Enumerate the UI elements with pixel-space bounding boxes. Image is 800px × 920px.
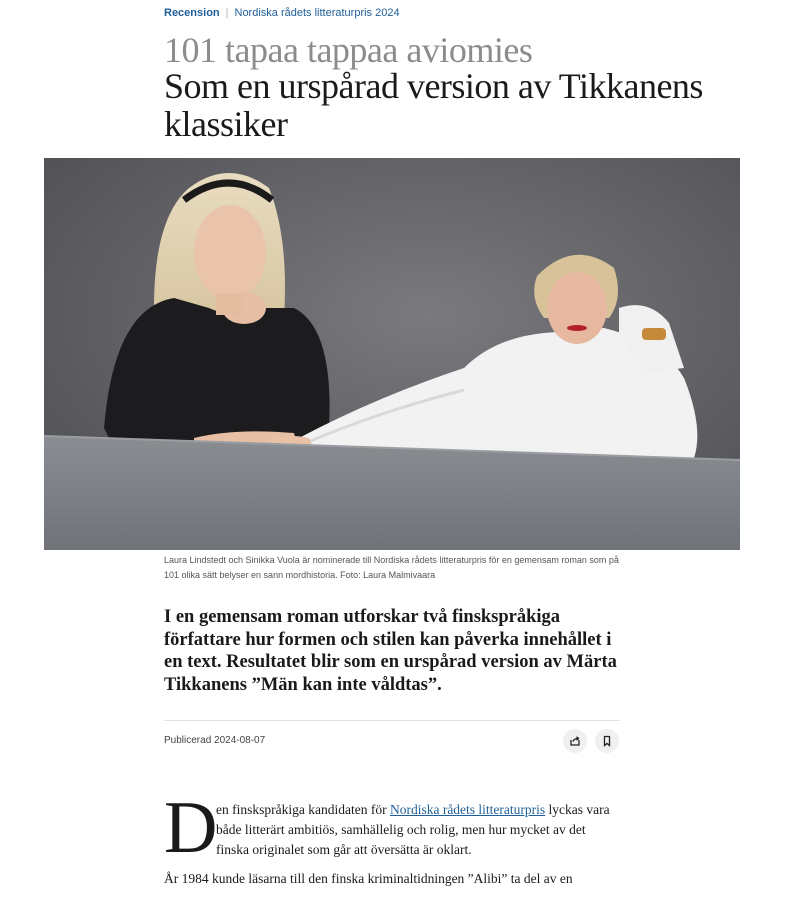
share-button[interactable] — [563, 729, 587, 753]
breadcrumb — [164, 7, 400, 19]
paragraph-text: lyckas vara både litterärt ambitiös, samhällelig och rolig, men hur mycket av det finska originalet som går att översätta är oklart. — [216, 802, 610, 857]
publish-date: Publicerad 2024-08-07 — [164, 735, 266, 746]
hero-photo — [44, 158, 740, 550]
article-lead: I en gemensam roman utforskar två finskspråkiga författare hur formen och stilen kan påverka innehållet i en text. Resultatet blir som en urspårad version av Märta Tikkanens ”Män kan inte våldtas”. — [164, 607, 617, 695]
article-kicker: 101 tapaa tappaa aviomies — [164, 30, 533, 70]
image-caption: Laura Lindstedt och Sinikka Vuola är nominerade till Nordiska rådets litteraturpris för en gemensam roman som på 101 olika sätt belyser en sann mordhistoria. Foto: Laura Malmivaara — [164, 555, 619, 580]
breadcrumb-category-link[interactable]: Recension — [164, 7, 220, 19]
bookmark-icon — [601, 735, 613, 747]
paragraph-text: en finskspråkiga kandidaten för — [216, 802, 390, 817]
body-paragraph — [216, 800, 616, 860]
body-paragraph: År 1984 kunde läsarna till den finska kriminaltidningen ”Alibi” ta del av en — [164, 871, 573, 886]
drop-cap: D — [164, 787, 218, 869]
divider — [164, 720, 620, 721]
breadcrumb-separator: | — [225, 7, 229, 19]
share-icon — [569, 735, 581, 747]
breadcrumb-topic-link[interactable]: Nordiska rådets litteraturpris 2024 — [234, 7, 400, 19]
bookmark-button[interactable] — [595, 729, 619, 753]
inline-link-nordic-prize[interactable]: Nordiska rådets litteraturpris — [389, 802, 546, 817]
article-headline: Som en urspårad version av Tikkanens klassiker — [164, 66, 703, 144]
